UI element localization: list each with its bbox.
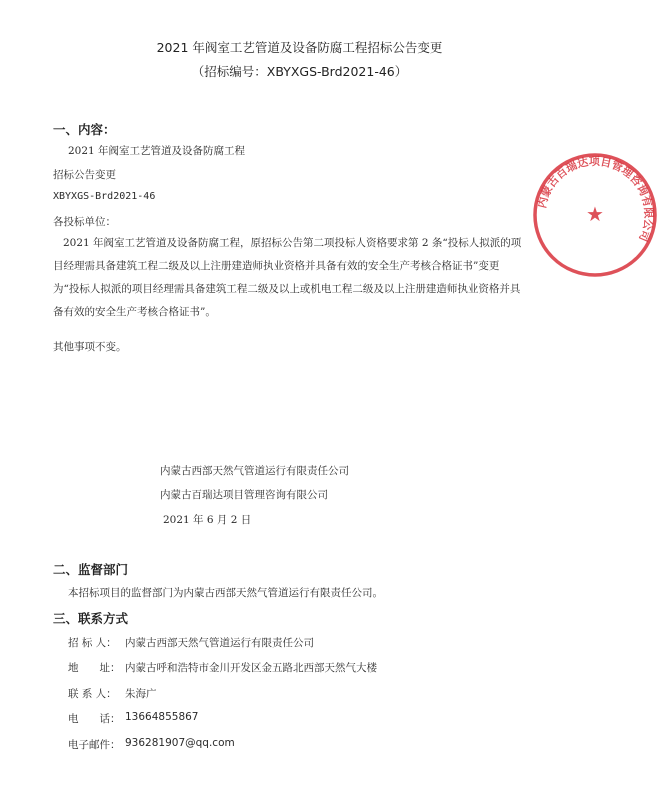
section1-heading: 一、内容：	[53, 122, 116, 137]
salutation: 各投标单位：	[53, 216, 116, 228]
supervision-text: 本招标项目的监督部门为内蒙古西部天然气管道运行有限责任公司。	[68, 587, 383, 599]
seal-star: ★	[586, 202, 604, 226]
contact-value-tenderer: 内蒙古西部天然气管道运行有限责任公司	[125, 637, 314, 649]
document-title: 2021 年阀室工艺管道及设备防腐工程招标公告变更	[156, 40, 443, 55]
signature-org1: 内蒙古西部天然气管道运行有限责任公司	[160, 465, 349, 477]
contact-label-phone: 电 话：	[68, 713, 121, 725]
change-paragraph: 2021 年阀室工艺管道及设备防腐工程，原招标公告第二项投标人资格要求第 2 条“投标人拟派的项目经理需具备建筑工程二级及以上注册建造师执业资格并具备有效的安全生产考核合格证书”变更为“投标人拟派的项目经理需具备建筑工程二级及以上或机电工程二级及以上注册建造师执业资格并具备有效的安全生产考核合格证书”。	[53, 237, 522, 318]
contact-value-email: 936281907@qq.com	[125, 737, 235, 749]
section3-heading: 三、联系方式	[53, 611, 129, 626]
notice-type: 招标公告变更	[53, 169, 116, 181]
signature-org2: 内蒙古百瑞达项目管理咨询有限公司	[160, 489, 328, 501]
contact-value-address: 内蒙古呼和浩特市金川开发区金五路北西部天然气大楼	[125, 662, 377, 674]
seal-arc-text: 内蒙古百瑞达项目管理咨询有限公司	[535, 154, 656, 244]
contact-value-phone: 13664855867	[125, 711, 199, 723]
contact-label-tenderer: 招 标 人：	[68, 637, 117, 649]
bid-number: （招标编号：XBYXGS-Brd2021-46）	[191, 64, 408, 79]
other-items: 其他事项不变。	[53, 341, 127, 353]
contact-value-person: 朱海广	[125, 688, 157, 700]
company-seal-stamp	[530, 150, 660, 280]
seal-text	[534, 154, 656, 244]
contact-label-email: 电子邮件：	[68, 739, 121, 751]
bid-code: XBYXGS-Brd2021-46	[53, 191, 156, 202]
project-name: 2021 年阀室工艺管道及设备防腐工程	[68, 145, 246, 157]
section2-heading: 二、监督部门	[53, 562, 129, 577]
contact-label-address: 地 址：	[68, 662, 121, 674]
contact-label-person: 联 系 人：	[68, 688, 117, 700]
signature-date: 2021 年 6 月 2 日	[163, 514, 252, 526]
